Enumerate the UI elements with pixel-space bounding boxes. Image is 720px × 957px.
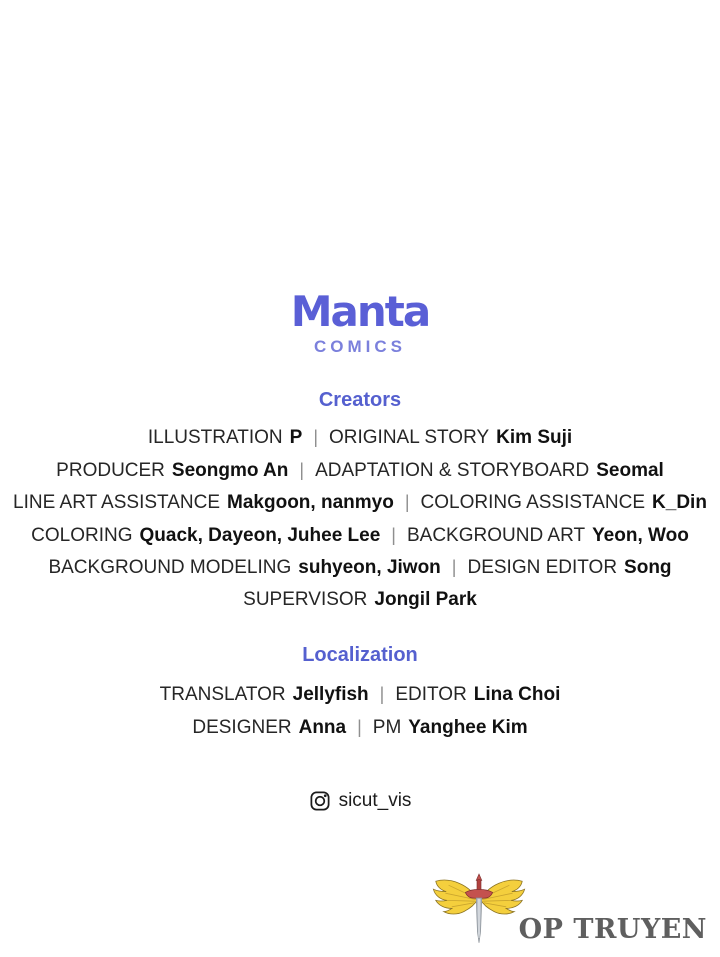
credit-name: Yanghee Kim: [408, 716, 528, 738]
credit-name: Seomal: [596, 459, 664, 481]
credit-line: [0, 584, 720, 617]
credit-name: Song: [624, 557, 672, 578]
separator: |: [391, 524, 396, 545]
watermark-text: OP TRUYEN: [518, 914, 707, 945]
credit-name: suhyeon, Jiwon: [298, 557, 441, 578]
credit-line: [0, 711, 720, 744]
social-row: [0, 788, 720, 814]
creators-heading: Creators: [318, 389, 402, 411]
credit-line: [0, 551, 720, 584]
credit-line: [0, 421, 720, 454]
credit-name: Jellyfish: [292, 684, 369, 705]
separator: |: [451, 557, 457, 577]
localization-heading: Localization: [302, 644, 418, 666]
credit-name: Makgoon, nanmyo: [227, 492, 394, 513]
credit-role: SUPERVISOR: [243, 588, 368, 610]
credit-name: Quack, Dayeon, Juhee Lee: [139, 524, 381, 546]
credit-role: PRODUCER: [56, 459, 165, 481]
credit-line: [0, 454, 720, 487]
brand-logo-text: Manta: [290, 287, 430, 336]
separator: |: [313, 427, 318, 447]
credit-line: [0, 519, 720, 552]
credit-role: BACKGROUND MODELING: [48, 557, 292, 578]
credit-role: COLORING: [31, 524, 133, 546]
creators-credits: [0, 421, 720, 616]
separator: |: [299, 459, 305, 480]
credit-role: DESIGN EDITOR: [467, 557, 618, 578]
credit-role: COLORING ASSISTANCE: [420, 492, 646, 513]
instagram-handle: sicut_vis: [338, 790, 412, 811]
watermark: [431, 873, 707, 955]
credit-name: K_Din: [652, 492, 707, 513]
credit-role: ADAPTATION & STORYBOARD: [315, 459, 590, 481]
credit-role: PM: [372, 716, 402, 738]
instagram-icon: [309, 790, 331, 812]
separator: |: [404, 492, 410, 512]
credit-role: DESIGNER: [192, 716, 292, 738]
credit-name: Yeon, Woo: [592, 524, 689, 546]
localization-credits: [0, 678, 720, 743]
credit-role: ORIGINAL STORY: [329, 427, 490, 448]
credit-role: LINE ART ASSISTANCE: [13, 492, 221, 513]
credit-line: [0, 486, 720, 519]
brand-logo-subtitle: COMICS: [314, 337, 406, 356]
credit-role: TRANSLATOR: [159, 684, 286, 705]
credit-role: EDITOR: [395, 684, 467, 705]
separator: |: [379, 684, 385, 704]
credit-name: Seongmo An: [171, 459, 289, 481]
separator: |: [357, 716, 362, 737]
credit-name: P: [289, 427, 303, 448]
credit-role: BACKGROUND ART: [406, 524, 586, 546]
credit-name: Lina Choi: [473, 684, 561, 705]
credit-name: Jongil Park: [374, 588, 477, 610]
credit-name: Anna: [298, 716, 347, 738]
winged-sword-icon: [431, 873, 527, 955]
credit-role: ILLUSTRATION: [147, 427, 283, 448]
credit-name: Kim Suji: [496, 427, 573, 448]
credit-line: [0, 678, 720, 711]
